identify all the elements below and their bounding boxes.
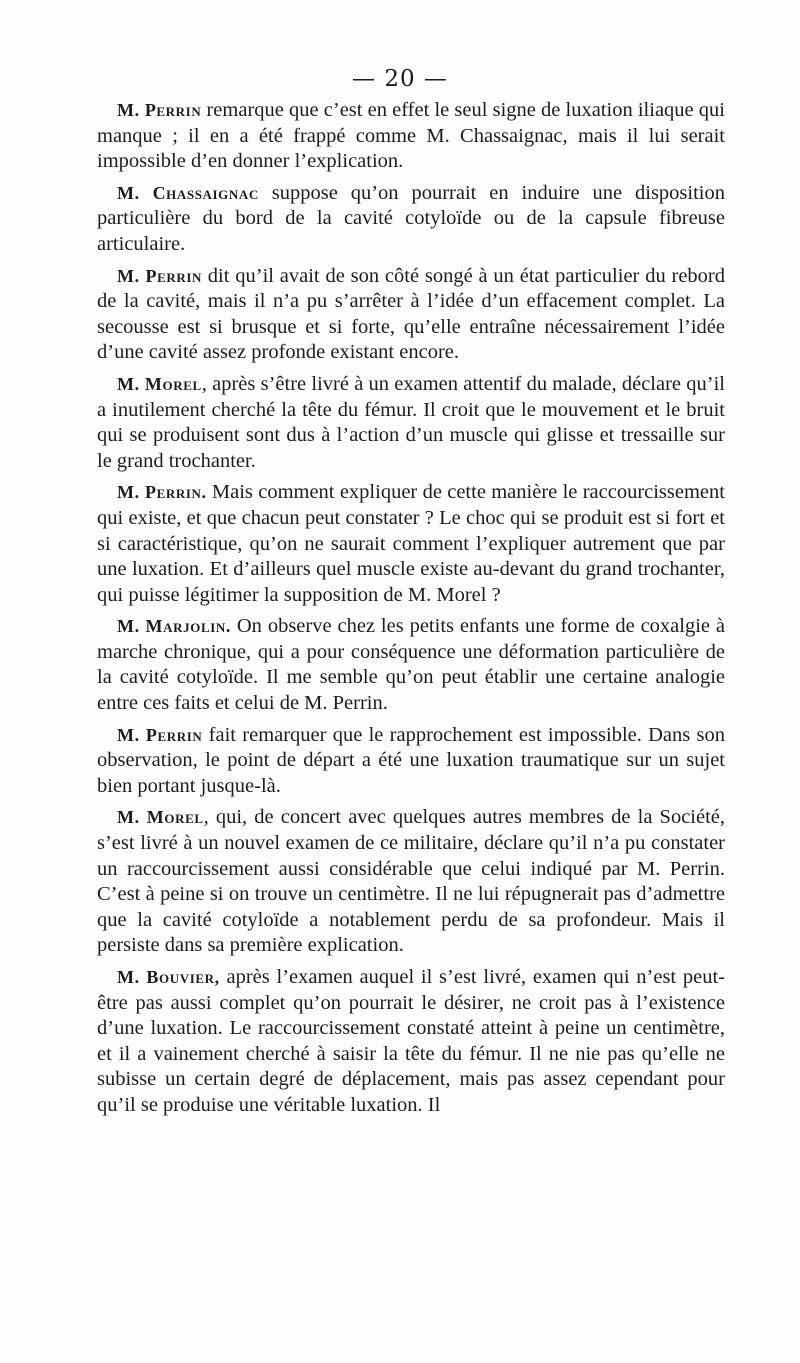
paragraph-text: après l’examen auquel il s’est livré, examen qui n’est peut-être pas aussi complet qu’on pourrait le désirer, ne croit pas à l’existence d’une luxation. Le raccourcissement constaté atteint à peine un centimètre, et il a vainement cherché à saisir la tête du fémur. Il ne nie pas qu’elle ne subisse un certain degré de déplacement, mais pas assez cependant pour qu’il se produise une véritable luxation. Il [97, 966, 725, 1116]
paragraph-text: , qui, de concert avec quelques autres membres de la Société, s’est livré à un nouvel examen de ce militaire, déclare qu’il n’a pu constater un raccourcissement aussi considérable que celui indiqué par M. Perrin. C’est à peine si on trouve un centimètre. Il ne lui répugnerait pas d’admettre que la cavité cotyloïde a notablement perdu de sa profondeur. Mais il persiste dans sa première explication. [97, 806, 726, 957]
paragraph [97, 723, 725, 800]
paragraph-text: remarque que c’est en effet le seul signe de luxation iliaque qui manque ; il en a été frappé comme M. Chassaignac, mais il lui serait impossible d’en donner l’explication. [97, 99, 725, 173]
paragraph [97, 98, 725, 175]
paragraph [97, 480, 725, 608]
speaker-name: M. Perrin [117, 724, 203, 745]
paragraph-text: On observe chez les petits enfants une forme de coxalgie à marche chronique, qui a pour conséquence une déformation particulière de la cavité cotyloïde. Il me semble qu’on peut établir une certaine analogie entre ces faits et celui de M. Perrin. [97, 615, 726, 715]
paragraph [97, 181, 725, 258]
speaker-name: M. Perrin. [117, 482, 207, 503]
speaker-name: M. Perrin [117, 265, 202, 286]
proceedings-text [97, 98, 725, 1125]
paragraph [97, 372, 725, 474]
paragraph-text: dit qu’il avait de son côté songé à un état particulier du rebord de la cavité, mais il n’a pu s’arrêter à l’idée d’un effacement complet. La secousse est si brusque et si forte, qu’elle entraîne nécessairement l’idée d’une cavité assez profonde existant encore. [97, 264, 726, 364]
paragraph-text: , après s’être livré à un examen attentif du malade, déclare qu’il a inutilement cherché la tête du fémur. Il croit que le mouvement et le bruit qui se produisent sont dus à l’action d’un muscle qui glisse et tressaille sur le grand trochanter. [97, 372, 725, 472]
page-number: — 20 — [352, 66, 448, 92]
speaker-name: M. Morel [117, 807, 204, 828]
speaker-name: M. Bouvier, [117, 967, 220, 987]
paragraph [97, 264, 725, 366]
paragraph-text: fait remarquer que le rapprochement est impossible. Dans son observation, le point de départ a été une luxation traumatique sur un sujet bien portant jusque-là. [97, 723, 725, 797]
speaker-name: M. Morel [117, 373, 202, 394]
paragraph-text: suppose qu’on pourrait en induire une disposition particulière du bord de la cavité cotyloïde ou de la capsule fibreuse articulaire. [97, 181, 725, 255]
paragraph [97, 965, 725, 1119]
paragraph [97, 614, 725, 716]
speaker-name: M. Perrin [117, 100, 202, 120]
speaker-name: M. Chassaignac [117, 182, 259, 203]
paragraph [97, 805, 725, 959]
paragraph-text: Mais comment expliquer de cette manière le raccourcissement qui existe, et que chacun peut constater ? Le choc qui se produit est si fort et si caractéristique, qu’on ne saurait comment l’expliquer autrement que par une luxation. Et d’ailleurs quel muscle existe au-devant du grand trochanter, qui puisse légitimer la supposition de M. Morel ? [97, 481, 725, 606]
speaker-name: M. Marjolin. [117, 616, 231, 637]
